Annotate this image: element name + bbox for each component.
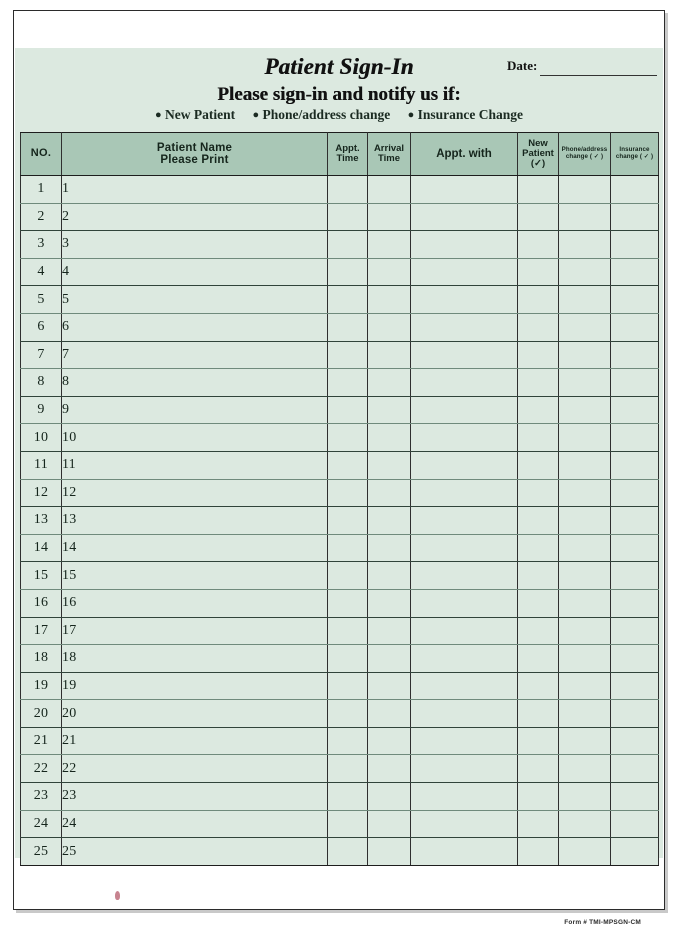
row-number: 17: [21, 617, 62, 645]
table-row[interactable]: [21, 231, 659, 259]
form-subtitle: Please sign-in and notify us if:: [217, 84, 461, 105]
table-row[interactable]: [21, 589, 659, 617]
patient-name-cell[interactable]: 19: [62, 672, 328, 700]
appt-time-cell[interactable]: [328, 838, 368, 866]
bullet-dot-icon: ●: [155, 109, 162, 121]
appt-with-cell[interactable]: [411, 231, 518, 259]
bullet-dot-icon: ●: [407, 109, 415, 121]
arrival-time-cell[interactable]: [368, 451, 411, 479]
patient-name-cell[interactable]: 13: [62, 507, 328, 535]
insurance-change-cell[interactable]: [611, 589, 659, 617]
phone-change-cell[interactable]: [559, 369, 611, 397]
row-number: 4: [21, 258, 62, 286]
insurance-change-cell[interactable]: [611, 562, 659, 590]
appt-time-cell[interactable]: [328, 203, 368, 231]
phone-change-cell[interactable]: [559, 479, 611, 507]
phone-change-cell[interactable]: [559, 451, 611, 479]
patient-name-cell[interactable]: 11: [62, 451, 328, 479]
appt-with-cell[interactable]: [411, 176, 518, 204]
insurance-change-cell[interactable]: [611, 534, 659, 562]
phone-change-cell[interactable]: [559, 783, 611, 811]
column-header-arrival-time-line1: Arrival: [373, 142, 405, 154]
patient-name-cell[interactable]: 20: [62, 700, 328, 728]
bullet-phone-address-label: Phone/address change: [262, 107, 391, 122]
new-patient-cell[interactable]: [518, 231, 559, 259]
patient-name-cell[interactable]: 8: [62, 369, 328, 397]
appt-with-cell[interactable]: [411, 396, 518, 424]
patient-name-cell[interactable]: 1: [62, 176, 328, 204]
row-number: 6: [21, 313, 62, 341]
new-patient-cell[interactable]: [518, 341, 559, 369]
row-number: 3: [21, 231, 62, 259]
table-row[interactable]: [21, 755, 659, 783]
new-patient-cell[interactable]: [518, 838, 559, 866]
new-patient-cell[interactable]: [518, 369, 559, 397]
row-number: 10: [21, 424, 62, 452]
appt-time-cell[interactable]: [328, 755, 368, 783]
patient-name-cell[interactable]: 15: [62, 562, 328, 590]
insurance-change-cell[interactable]: [611, 203, 659, 231]
row-number: 9: [21, 396, 62, 424]
new-patient-cell[interactable]: [518, 424, 559, 452]
arrival-time-cell[interactable]: [368, 700, 411, 728]
appt-with-cell[interactable]: [411, 838, 518, 866]
insurance-change-cell[interactable]: [611, 507, 659, 535]
date-field-group[interactable]: [507, 58, 657, 80]
table-row[interactable]: [21, 507, 659, 535]
appt-with-cell[interactable]: [411, 258, 518, 286]
arrival-time-cell[interactable]: [368, 645, 411, 673]
column-header-appt-with: Appt. with: [411, 133, 518, 176]
new-patient-cell[interactable]: [518, 258, 559, 286]
new-patient-cell[interactable]: [518, 645, 559, 673]
column-header-insurance-change: [611, 133, 659, 176]
new-patient-cell[interactable]: [518, 534, 559, 562]
appt-time-cell[interactable]: [328, 534, 368, 562]
phone-change-cell[interactable]: [559, 755, 611, 783]
column-header-phone-change: [559, 133, 611, 176]
appt-with-cell[interactable]: [411, 369, 518, 397]
appt-time-cell[interactable]: [328, 645, 368, 673]
appt-with-cell[interactable]: [411, 451, 518, 479]
insurance-change-cell[interactable]: [611, 451, 659, 479]
new-patient-cell[interactable]: [518, 396, 559, 424]
appt-time-cell[interactable]: [328, 562, 368, 590]
phone-change-cell[interactable]: [559, 176, 611, 204]
patient-name-cell[interactable]: 7: [62, 341, 328, 369]
arrival-time-cell[interactable]: [368, 313, 411, 341]
appt-with-cell[interactable]: [411, 341, 518, 369]
row-number: 12: [21, 479, 62, 507]
appt-time-cell[interactable]: [328, 286, 368, 314]
arrival-time-cell[interactable]: [368, 203, 411, 231]
table-row[interactable]: [21, 341, 659, 369]
arrival-time-cell[interactable]: [368, 479, 411, 507]
new-patient-cell[interactable]: [518, 810, 559, 838]
arrival-time-cell[interactable]: [368, 424, 411, 452]
table-header-row: [21, 133, 659, 176]
new-patient-cell[interactable]: [518, 451, 559, 479]
arrival-time-cell[interactable]: [368, 286, 411, 314]
patient-name-cell[interactable]: 18: [62, 645, 328, 673]
table-body: [21, 176, 659, 866]
new-patient-cell[interactable]: [518, 479, 559, 507]
appt-time-cell[interactable]: [328, 783, 368, 811]
appt-with-cell[interactable]: [411, 424, 518, 452]
date-label: Date:: [507, 58, 538, 73]
phone-change-cell[interactable]: [559, 645, 611, 673]
appt-with-cell[interactable]: [411, 286, 518, 314]
table-row[interactable]: [21, 700, 659, 728]
appt-with-cell[interactable]: [411, 479, 518, 507]
arrival-time-cell[interactable]: [368, 258, 411, 286]
phone-change-cell[interactable]: [559, 562, 611, 590]
new-patient-cell[interactable]: [518, 727, 559, 755]
appt-time-cell[interactable]: [328, 479, 368, 507]
patient-name-cell[interactable]: 4: [62, 258, 328, 286]
phone-change-cell[interactable]: [559, 838, 611, 866]
bullet-dot-icon: ●: [252, 109, 260, 121]
appt-with-cell[interactable]: [411, 562, 518, 590]
new-patient-cell[interactable]: [518, 672, 559, 700]
table-row[interactable]: [21, 617, 659, 645]
arrival-time-cell[interactable]: [368, 617, 411, 645]
phone-change-cell[interactable]: [559, 617, 611, 645]
appt-time-cell[interactable]: [328, 451, 368, 479]
arrival-time-cell[interactable]: [368, 727, 411, 755]
table-row[interactable]: [21, 783, 659, 811]
arrival-time-cell[interactable]: [368, 534, 411, 562]
patient-name-cell[interactable]: 5: [62, 286, 328, 314]
table-row[interactable]: [21, 645, 659, 673]
phone-change-cell[interactable]: [559, 507, 611, 535]
patient-name-cell[interactable]: 6: [62, 313, 328, 341]
patient-name-cell[interactable]: 2: [62, 203, 328, 231]
page-title: Patient Sign-In: [264, 54, 414, 79]
patient-name-cell[interactable]: 17: [62, 617, 328, 645]
new-patient-cell[interactable]: [518, 755, 559, 783]
insurance-change-cell[interactable]: [611, 617, 659, 645]
row-number: 21: [21, 727, 62, 755]
appt-time-cell[interactable]: [328, 589, 368, 617]
phone-change-cell[interactable]: [559, 341, 611, 369]
new-patient-cell[interactable]: [518, 203, 559, 231]
notify-bullet-list: [15, 107, 663, 123]
appt-time-cell[interactable]: [328, 313, 368, 341]
phone-change-cell[interactable]: [559, 231, 611, 259]
insurance-change-cell[interactable]: [611, 313, 659, 341]
new-patient-cell[interactable]: [518, 700, 559, 728]
row-number: 16: [21, 589, 62, 617]
table-row[interactable]: [21, 369, 659, 397]
appt-time-cell[interactable]: [328, 700, 368, 728]
phone-change-cell[interactable]: [559, 258, 611, 286]
appt-time-cell[interactable]: [328, 810, 368, 838]
column-header-insurance-change-line1: Insurance: [619, 146, 650, 154]
column-header-appt-time-line2: Time: [336, 153, 359, 164]
appt-with-cell[interactable]: [411, 534, 518, 562]
table-row[interactable]: [21, 286, 659, 314]
arrival-time-cell[interactable]: [368, 589, 411, 617]
arrival-time-cell[interactable]: [368, 396, 411, 424]
table-row[interactable]: [21, 313, 659, 341]
phone-change-cell[interactable]: [559, 203, 611, 231]
table-row[interactable]: [21, 424, 659, 452]
appt-time-cell[interactable]: [328, 341, 368, 369]
insurance-change-cell[interactable]: [611, 755, 659, 783]
appt-with-cell[interactable]: [411, 313, 518, 341]
column-header-appt-time: [328, 133, 368, 176]
table-row[interactable]: [21, 672, 659, 700]
column-header-new-patient: [518, 133, 559, 176]
bullet-new-patient: [155, 107, 235, 122]
table-row[interactable]: [21, 479, 659, 507]
new-patient-cell[interactable]: [518, 313, 559, 341]
column-header-appt-time-line1: Appt.: [335, 142, 360, 154]
phone-change-cell[interactable]: [559, 534, 611, 562]
column-header-patient-name: [62, 133, 328, 176]
table-row[interactable]: [21, 727, 659, 755]
arrival-time-cell[interactable]: [368, 231, 411, 259]
arrival-time-cell[interactable]: [368, 562, 411, 590]
row-number: 5: [21, 286, 62, 314]
patient-name-cell[interactable]: 16: [62, 589, 328, 617]
insurance-change-cell[interactable]: [611, 810, 659, 838]
bullet-insurance-label: Insurance Change: [417, 107, 523, 122]
form-masthead: [15, 48, 663, 128]
table-row[interactable]: [21, 203, 659, 231]
phone-change-cell[interactable]: [559, 313, 611, 341]
arrival-time-cell[interactable]: [368, 176, 411, 204]
phone-change-cell[interactable]: [559, 810, 611, 838]
appt-with-cell[interactable]: [411, 727, 518, 755]
date-input-rule[interactable]: [540, 75, 657, 76]
row-number: 25: [21, 838, 62, 866]
row-number: 14: [21, 534, 62, 562]
new-patient-cell[interactable]: [518, 507, 559, 535]
table-row[interactable]: [21, 396, 659, 424]
table-row[interactable]: [21, 810, 659, 838]
insurance-change-cell[interactable]: [611, 369, 659, 397]
arrival-time-cell[interactable]: [368, 810, 411, 838]
appt-with-cell[interactable]: [411, 589, 518, 617]
row-number: 24: [21, 810, 62, 838]
arrival-time-cell[interactable]: [368, 755, 411, 783]
patient-name-cell[interactable]: 14: [62, 534, 328, 562]
row-number: 7: [21, 341, 62, 369]
new-patient-cell[interactable]: [518, 617, 559, 645]
new-patient-cell[interactable]: [518, 176, 559, 204]
patient-name-cell[interactable]: 12: [62, 479, 328, 507]
arrival-time-cell[interactable]: [368, 783, 411, 811]
appt-with-cell[interactable]: [411, 617, 518, 645]
column-header-new-patient-line2: Patient: [522, 147, 554, 159]
appt-with-cell[interactable]: [411, 672, 518, 700]
new-patient-cell[interactable]: [518, 783, 559, 811]
insurance-change-cell[interactable]: [611, 286, 659, 314]
column-header-phone-change-line1: Phone/address: [561, 146, 608, 154]
insurance-change-cell[interactable]: [611, 479, 659, 507]
table-row[interactable]: [21, 534, 659, 562]
row-number: 18: [21, 645, 62, 673]
appt-with-cell[interactable]: [411, 755, 518, 783]
ink-smudge-mark: [115, 891, 120, 900]
bullet-phone-address-change: [253, 107, 391, 122]
appt-time-cell[interactable]: [328, 424, 368, 452]
new-patient-cell[interactable]: [518, 286, 559, 314]
column-header-no: NO.: [21, 133, 62, 176]
appt-with-cell[interactable]: [411, 507, 518, 535]
arrival-time-cell[interactable]: [368, 838, 411, 866]
insurance-change-cell[interactable]: [611, 645, 659, 673]
insurance-change-cell[interactable]: [611, 783, 659, 811]
row-number: 23: [21, 783, 62, 811]
patient-name-cell[interactable]: 3: [62, 231, 328, 259]
column-header-new-patient-checkmark: (✓): [530, 158, 546, 170]
patient-name-cell[interactable]: 24: [62, 810, 328, 838]
appt-time-cell[interactable]: [328, 396, 368, 424]
bullet-new-patient-label: New Patient: [165, 107, 236, 122]
insurance-change-cell[interactable]: [611, 231, 659, 259]
bullet-insurance-change: [408, 107, 523, 122]
table-row[interactable]: [21, 838, 659, 866]
insurance-change-cell[interactable]: [611, 258, 659, 286]
appt-time-cell[interactable]: [328, 727, 368, 755]
appt-time-cell[interactable]: [328, 258, 368, 286]
appt-time-cell[interactable]: [328, 507, 368, 535]
row-number: 2: [21, 203, 62, 231]
phone-change-cell[interactable]: [559, 589, 611, 617]
patient-name-cell[interactable]: 22: [62, 755, 328, 783]
row-number: 15: [21, 562, 62, 590]
phone-change-cell[interactable]: [559, 286, 611, 314]
appt-with-cell[interactable]: [411, 645, 518, 673]
patient-sign-in-form: [15, 48, 663, 926]
patient-name-cell[interactable]: 23: [62, 783, 328, 811]
insurance-change-cell[interactable]: [611, 700, 659, 728]
row-number: 19: [21, 672, 62, 700]
row-number: 22: [21, 755, 62, 783]
appt-with-cell[interactable]: [411, 810, 518, 838]
table-row[interactable]: [21, 258, 659, 286]
appt-time-cell[interactable]: [328, 176, 368, 204]
patient-name-cell[interactable]: 21: [62, 727, 328, 755]
column-header-new-patient-line1: New: [528, 137, 548, 149]
insurance-change-cell[interactable]: [611, 396, 659, 424]
patient-sign-in-table: [20, 132, 659, 866]
insurance-change-cell[interactable]: [611, 838, 659, 866]
column-header-phone-change-line2: change ( ✓ ): [565, 153, 604, 160]
table-row[interactable]: [21, 176, 659, 204]
appt-with-cell[interactable]: [411, 700, 518, 728]
patient-name-cell[interactable]: 9: [62, 396, 328, 424]
patient-name-cell[interactable]: 25: [62, 838, 328, 866]
appt-time-cell[interactable]: [328, 231, 368, 259]
column-header-patient-name-line2: Please Print: [160, 154, 229, 166]
appt-with-cell[interactable]: [411, 203, 518, 231]
appt-time-cell[interactable]: [328, 369, 368, 397]
row-number: 20: [21, 700, 62, 728]
arrival-time-cell[interactable]: [368, 507, 411, 535]
insurance-change-cell[interactable]: [611, 727, 659, 755]
appt-time-cell[interactable]: [328, 672, 368, 700]
row-number: 8: [21, 369, 62, 397]
insurance-change-cell[interactable]: [611, 672, 659, 700]
row-number: 11: [21, 451, 62, 479]
column-header-patient-name-line1: Patient Name: [156, 141, 233, 154]
column-header-arrival-time: [368, 133, 411, 176]
form-number: Form # TMI-MPSGN-CM: [564, 919, 641, 926]
insurance-change-cell[interactable]: [611, 424, 659, 452]
row-number: 13: [21, 507, 62, 535]
arrival-time-cell[interactable]: [368, 341, 411, 369]
table-row[interactable]: [21, 562, 659, 590]
phone-change-cell[interactable]: [559, 672, 611, 700]
phone-change-cell[interactable]: [559, 727, 611, 755]
table-row[interactable]: [21, 451, 659, 479]
insurance-change-cell[interactable]: [611, 176, 659, 204]
arrival-time-cell[interactable]: [368, 672, 411, 700]
phone-change-cell[interactable]: [559, 700, 611, 728]
phone-change-cell[interactable]: [559, 424, 611, 452]
arrival-time-cell[interactable]: [368, 369, 411, 397]
column-header-arrival-time-line2: Time: [377, 153, 400, 164]
row-number: 1: [21, 176, 62, 204]
appt-with-cell[interactable]: [411, 783, 518, 811]
column-header-insurance-change-line2: change ( ✓ ): [615, 153, 654, 160]
appt-time-cell[interactable]: [328, 617, 368, 645]
new-patient-cell[interactable]: [518, 589, 559, 617]
patient-name-cell[interactable]: 10: [62, 424, 328, 452]
insurance-change-cell[interactable]: [611, 341, 659, 369]
new-patient-cell[interactable]: [518, 562, 559, 590]
phone-change-cell[interactable]: [559, 396, 611, 424]
